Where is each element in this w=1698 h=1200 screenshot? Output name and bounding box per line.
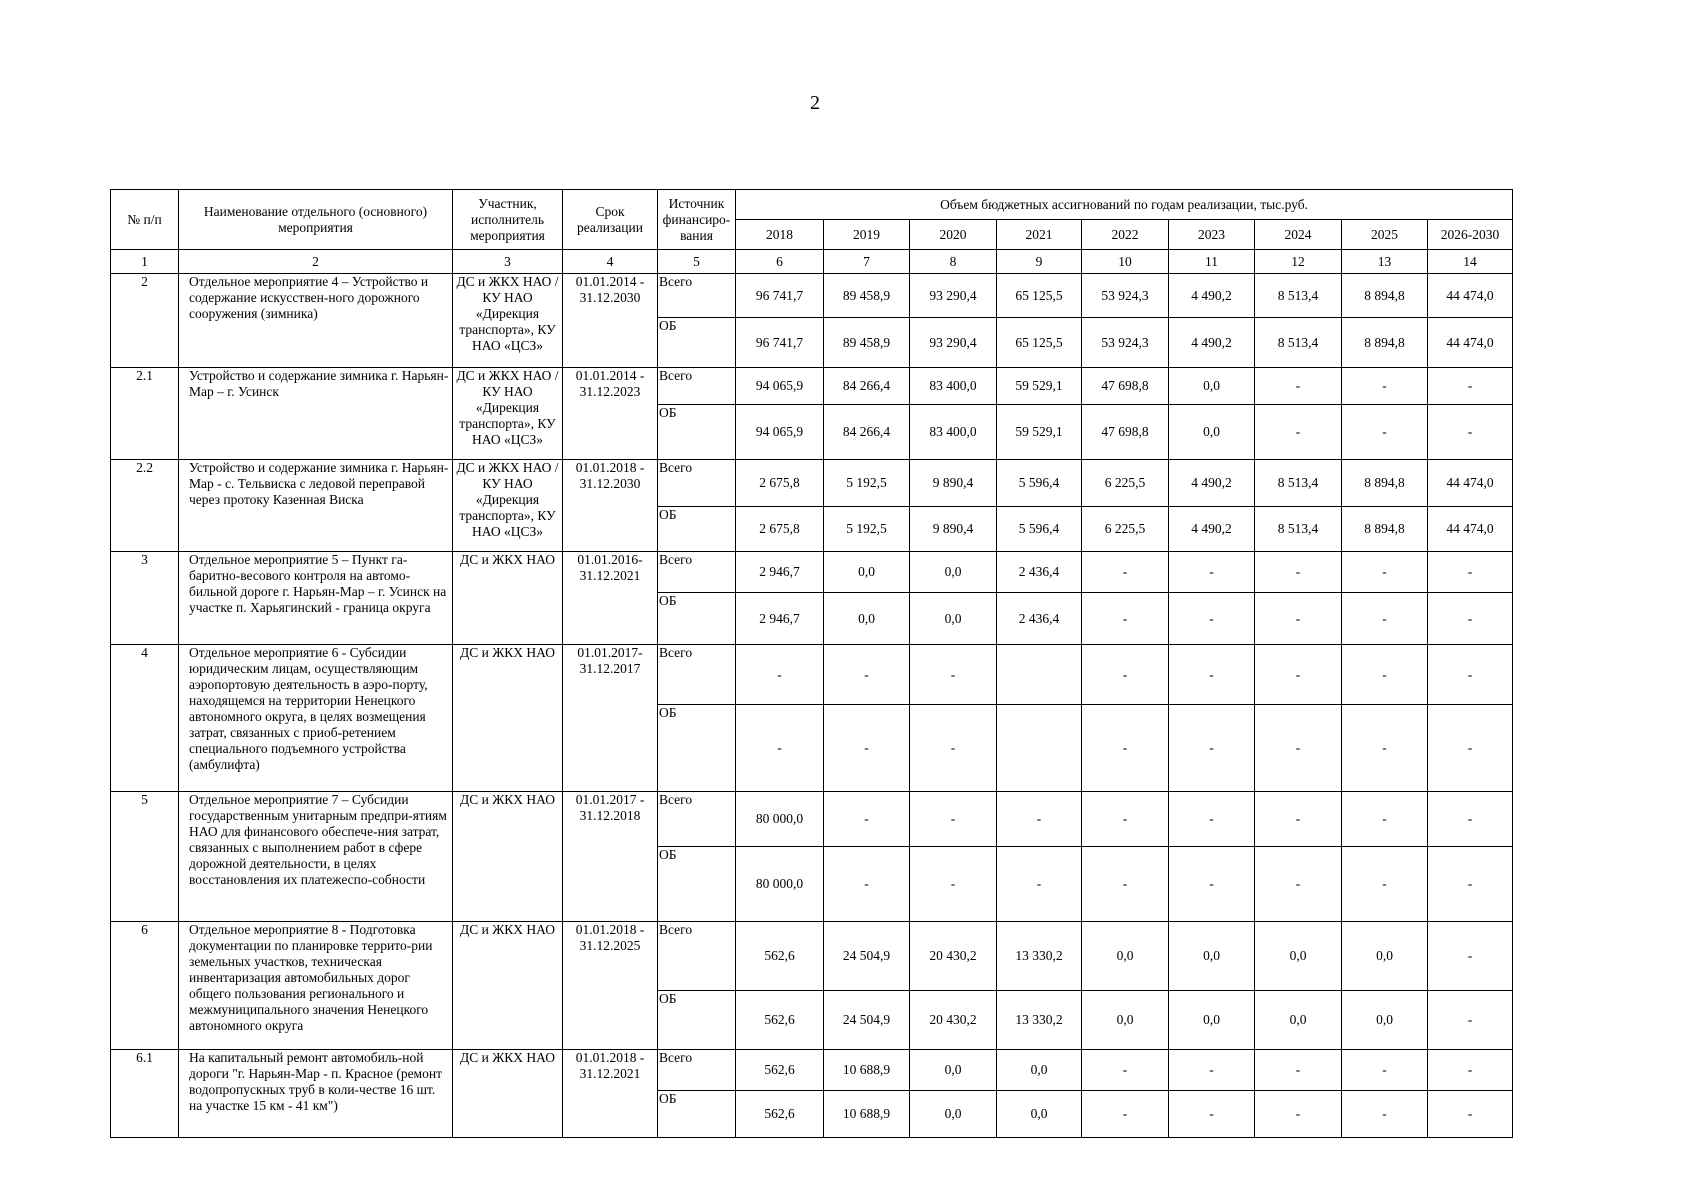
funding-source: Всего bbox=[658, 552, 736, 593]
table-row bbox=[111, 922, 1513, 991]
budget-value: - bbox=[1169, 1091, 1255, 1138]
budget-value: - bbox=[1342, 405, 1428, 460]
budget-value: - bbox=[1082, 1091, 1169, 1138]
budget-value: - bbox=[1342, 705, 1428, 792]
term: 01.01.2014 - 31.12.2023 bbox=[563, 368, 658, 460]
budget-value: 0,0 bbox=[1169, 368, 1255, 405]
column-number: 1 bbox=[111, 250, 179, 274]
budget-value: - bbox=[910, 792, 997, 847]
participant: ДС и ЖКХ НАО bbox=[453, 645, 563, 792]
budget-value: 84 266,4 bbox=[824, 368, 910, 405]
activity-name: Отдельное мероприятие 4 – Устройство и содержание искусствен-ного дорожного сооружения (зимника) bbox=[179, 274, 453, 368]
budget-value: 44 474,0 bbox=[1428, 460, 1513, 507]
budget-value: 6 225,5 bbox=[1082, 507, 1169, 552]
budget-value: - bbox=[1082, 552, 1169, 593]
funding-source: Всего bbox=[658, 274, 736, 318]
column-number: 10 bbox=[1082, 250, 1169, 274]
activity-name: Устройство и содержание зимника г. Нарьян-Мар - с. Тельвиска с ледовой переправой через протоку Казенная Виска bbox=[179, 460, 453, 552]
budget-value: 8 894,8 bbox=[1342, 318, 1428, 368]
budget-value: 4 490,2 bbox=[1169, 460, 1255, 507]
budget-value: - bbox=[1082, 593, 1169, 645]
funding-source: ОБ bbox=[658, 1091, 736, 1138]
budget-value: - bbox=[1082, 645, 1169, 705]
budget-value: 562,6 bbox=[736, 922, 824, 991]
header-budget: Объем бюджетных ассигнований по годам реализации, тыс.руб. bbox=[736, 190, 1513, 220]
column-number: 6 bbox=[736, 250, 824, 274]
term: 01.01.2018 - 31.12.2025 bbox=[563, 922, 658, 1050]
budget-value: - bbox=[1169, 1050, 1255, 1091]
column-number: 8 bbox=[910, 250, 997, 274]
budget-value: - bbox=[1342, 847, 1428, 922]
budget-value: - bbox=[1428, 645, 1513, 705]
budget-value: - bbox=[824, 645, 910, 705]
activity-name: Отдельное мероприятие 7 – Субсидии государственным унитарным предпри-ятиям НАО для финансового обеспече-ния затрат, связанных с выполнением работ в сфере дорожной деятельности, в целях восстановления их платежеспо-собности bbox=[179, 792, 453, 922]
budget-value: 0,0 bbox=[824, 593, 910, 645]
budget-value: 44 474,0 bbox=[1428, 318, 1513, 368]
budget-value: - bbox=[1255, 368, 1342, 405]
budget-value: - bbox=[1342, 1091, 1428, 1138]
activity-name: Отдельное мероприятие 5 – Пункт га-баритно-весового контроля на автомо-бильной дороге г. Нарьян-Мар – г. Усинск на участке п. Харьягинский - граница округа bbox=[179, 552, 453, 645]
budget-value: 8 513,4 bbox=[1255, 460, 1342, 507]
budget-value: - bbox=[1342, 645, 1428, 705]
budget-value: 24 504,9 bbox=[824, 991, 910, 1050]
budget-value: 93 290,4 bbox=[910, 274, 997, 318]
activity-name: На капитальный ремонт автомобиль-ной дороги "г. Нарьян-Мар - п. Красное (ремонт водопропускных труб в коли-честве 16 шт. на участке 15 км - 41 км") bbox=[179, 1050, 453, 1138]
participant: ДС и ЖКХ НАО bbox=[453, 1050, 563, 1138]
budget-value: 4 490,2 bbox=[1169, 318, 1255, 368]
budget-value: - bbox=[1428, 1050, 1513, 1091]
budget-value: 8 894,8 bbox=[1342, 507, 1428, 552]
column-number: 2 bbox=[179, 250, 453, 274]
funding-source: ОБ bbox=[658, 507, 736, 552]
table-row bbox=[111, 1050, 1513, 1091]
budget-value: 562,6 bbox=[736, 1091, 824, 1138]
header-year: 2018 bbox=[736, 220, 824, 250]
budget-value: - bbox=[1255, 1091, 1342, 1138]
budget-value: 2 675,8 bbox=[736, 460, 824, 507]
row-number: 2.2 bbox=[111, 460, 179, 552]
budget-value: - bbox=[1255, 705, 1342, 792]
row-number: 5 bbox=[111, 792, 179, 922]
funding-source: ОБ bbox=[658, 318, 736, 368]
budget-value: 96 741,7 bbox=[736, 318, 824, 368]
table-row bbox=[111, 792, 1513, 847]
budget-value: 89 458,9 bbox=[824, 318, 910, 368]
funding-source: Всего bbox=[658, 368, 736, 405]
budget-value: 0,0 bbox=[1169, 991, 1255, 1050]
header-term: Срок реализации bbox=[563, 190, 658, 250]
header-year: 2021 bbox=[997, 220, 1082, 250]
budget-value: - bbox=[1169, 645, 1255, 705]
budget-value: - bbox=[824, 847, 910, 922]
table-row bbox=[111, 274, 1513, 318]
budget-value: 80 000,0 bbox=[736, 792, 824, 847]
term: 01.01.2016- 31.12.2021 bbox=[563, 552, 658, 645]
column-number: 9 bbox=[997, 250, 1082, 274]
budget-value: 9 890,4 bbox=[910, 460, 997, 507]
budget-value: - bbox=[736, 705, 824, 792]
budget-value: - bbox=[1169, 705, 1255, 792]
column-number: 3 bbox=[453, 250, 563, 274]
budget-value: - bbox=[1342, 368, 1428, 405]
budget-value: 59 529,1 bbox=[997, 368, 1082, 405]
row-number: 2.1 bbox=[111, 368, 179, 460]
column-number: 13 bbox=[1342, 250, 1428, 274]
header-source: Источник финансиро-вания bbox=[658, 190, 736, 250]
budget-value: - bbox=[1082, 847, 1169, 922]
column-number: 4 bbox=[563, 250, 658, 274]
term: 01.01.2018 - 31.12.2030 bbox=[563, 460, 658, 552]
budget-value: 0,0 bbox=[910, 1050, 997, 1091]
row-number: 2 bbox=[111, 274, 179, 368]
budget-value: 0,0 bbox=[1169, 922, 1255, 991]
budget-value: - bbox=[1342, 593, 1428, 645]
budget-value: 8 894,8 bbox=[1342, 460, 1428, 507]
column-number: 14 bbox=[1428, 250, 1513, 274]
budget-value: 44 474,0 bbox=[1428, 274, 1513, 318]
budget-value: 0,0 bbox=[1082, 922, 1169, 991]
header-year: 2025 bbox=[1342, 220, 1428, 250]
header-year: 2019 bbox=[824, 220, 910, 250]
budget-value: 2 436,4 bbox=[997, 593, 1082, 645]
term: 01.01.2014 - 31.12.2030 bbox=[563, 274, 658, 368]
budget-value: - bbox=[1428, 368, 1513, 405]
budget-value: 10 688,9 bbox=[824, 1050, 910, 1091]
budget-value: 47 698,8 bbox=[1082, 368, 1169, 405]
funding-source: Всего bbox=[658, 792, 736, 847]
budget-value: 80 000,0 bbox=[736, 847, 824, 922]
budget-value: - bbox=[1082, 792, 1169, 847]
budget-value: 0,0 bbox=[1342, 991, 1428, 1050]
budget-value: - bbox=[1255, 1050, 1342, 1091]
budget-value: 9 890,4 bbox=[910, 507, 997, 552]
header-year: 2026-2030 bbox=[1428, 220, 1513, 250]
budget-value: - bbox=[1255, 792, 1342, 847]
budget-value: 8 894,8 bbox=[1342, 274, 1428, 318]
budget-value: - bbox=[1342, 552, 1428, 593]
budget-value: - bbox=[1169, 552, 1255, 593]
funding-source: Всего bbox=[658, 922, 736, 991]
budget-value: 84 266,4 bbox=[824, 405, 910, 460]
budget-value: - bbox=[1428, 705, 1513, 792]
budget-value: 562,6 bbox=[736, 1050, 824, 1091]
budget-value: - bbox=[1342, 792, 1428, 847]
row-number: 3 bbox=[111, 552, 179, 645]
budget-value: 8 513,4 bbox=[1255, 507, 1342, 552]
header-year: 2023 bbox=[1169, 220, 1255, 250]
budget-value: 24 504,9 bbox=[824, 922, 910, 991]
budget-value: 0,0 bbox=[997, 1050, 1082, 1091]
budget-value: 2 436,4 bbox=[997, 552, 1082, 593]
participant: ДС и ЖКХ НАО bbox=[453, 792, 563, 922]
budget-value: 4 490,2 bbox=[1169, 507, 1255, 552]
budget-value: 0,0 bbox=[910, 552, 997, 593]
budget-value: 10 688,9 bbox=[824, 1091, 910, 1138]
funding-source: Всего bbox=[658, 460, 736, 507]
budget-value: - bbox=[1169, 593, 1255, 645]
term: 01.01.2017 - 31.12.2018 bbox=[563, 792, 658, 922]
budget-value: 20 430,2 bbox=[910, 991, 997, 1050]
budget-value: - bbox=[736, 645, 824, 705]
row-number: 4 bbox=[111, 645, 179, 792]
budget-value: 4 490,2 bbox=[1169, 274, 1255, 318]
budget-value: 65 125,5 bbox=[997, 274, 1082, 318]
budget-value: 2 946,7 bbox=[736, 552, 824, 593]
budget-value: 0,0 bbox=[910, 1091, 997, 1138]
budget-value: 8 513,4 bbox=[1255, 274, 1342, 318]
activity-name: Отдельное мероприятие 8 - Подготовка документации по планировке террито-рии земельных участков, техническая инвентаризация автомобильных дорог общего пользования регионального и межмуниципального значения Ненецкого автономного округа bbox=[179, 922, 453, 1050]
budget-value: 5 596,4 bbox=[997, 460, 1082, 507]
column-number: 12 bbox=[1255, 250, 1342, 274]
budget-value: - bbox=[1255, 847, 1342, 922]
budget-value bbox=[997, 645, 1082, 705]
page-number: 2 bbox=[810, 92, 820, 114]
participant: ДС и ЖКХ НАО bbox=[453, 922, 563, 1050]
header-year: 2020 bbox=[910, 220, 997, 250]
budget-value: 5 596,4 bbox=[997, 507, 1082, 552]
budget-value: - bbox=[1255, 645, 1342, 705]
budget-value: - bbox=[1428, 552, 1513, 593]
budget-table bbox=[110, 189, 1513, 1138]
funding-source: Всего bbox=[658, 645, 736, 705]
budget-value: 2 946,7 bbox=[736, 593, 824, 645]
budget-value: 44 474,0 bbox=[1428, 507, 1513, 552]
budget-value: - bbox=[1255, 552, 1342, 593]
budget-value: - bbox=[1082, 705, 1169, 792]
funding-source: ОБ bbox=[658, 405, 736, 460]
budget-value bbox=[997, 705, 1082, 792]
budget-value: 0,0 bbox=[1082, 991, 1169, 1050]
budget-value: 59 529,1 bbox=[997, 405, 1082, 460]
budget-value: 13 330,2 bbox=[997, 991, 1082, 1050]
budget-value: 93 290,4 bbox=[910, 318, 997, 368]
term: 01.01.2017- 31.12.2017 bbox=[563, 645, 658, 792]
budget-value: 53 924,3 bbox=[1082, 274, 1169, 318]
budget-value: - bbox=[1428, 847, 1513, 922]
column-number: 7 bbox=[824, 250, 910, 274]
budget-value: - bbox=[997, 792, 1082, 847]
funding-source: ОБ bbox=[658, 593, 736, 645]
budget-value: - bbox=[1428, 1091, 1513, 1138]
budget-value: 13 330,2 bbox=[997, 922, 1082, 991]
table-row bbox=[111, 645, 1513, 705]
budget-value: - bbox=[1255, 405, 1342, 460]
participant: ДС и ЖКХ НАО / КУ НАО «Дирекция транспорта», КУ НАО «ЦСЗ» bbox=[453, 274, 563, 368]
budget-value: 0,0 bbox=[824, 552, 910, 593]
budget-value: 0,0 bbox=[997, 1091, 1082, 1138]
funding-source: ОБ bbox=[658, 847, 736, 922]
budget-value: - bbox=[1255, 593, 1342, 645]
funding-source: ОБ bbox=[658, 991, 736, 1050]
budget-value: 562,6 bbox=[736, 991, 824, 1050]
budget-value: 0,0 bbox=[910, 593, 997, 645]
header-year: 2024 bbox=[1255, 220, 1342, 250]
budget-value: - bbox=[1342, 1050, 1428, 1091]
participant: ДС и ЖКХ НАО / КУ НАО «Дирекция транспорта», КУ НАО «ЦСЗ» bbox=[453, 460, 563, 552]
activity-name: Отдельное мероприятие 6 - Субсидии юридическим лицам, осуществляющим аэропортовую деятельность в аэро-порту, находящемся на территории Ненецкого автономного округа, в целях возмещения затрат, связанных с приоб-ретением специального подъемного устройства (амбулифта) bbox=[179, 645, 453, 792]
budget-value: 2 675,8 bbox=[736, 507, 824, 552]
table-row bbox=[111, 552, 1513, 593]
budget-value: - bbox=[1428, 405, 1513, 460]
header-year: 2022 bbox=[1082, 220, 1169, 250]
funding-source: Всего bbox=[658, 1050, 736, 1091]
budget-value: - bbox=[824, 705, 910, 792]
budget-value: 20 430,2 bbox=[910, 922, 997, 991]
budget-value: 96 741,7 bbox=[736, 274, 824, 318]
budget-value: 5 192,5 bbox=[824, 460, 910, 507]
budget-value: 0,0 bbox=[1255, 991, 1342, 1050]
header-name: Наименование отдельного (основного) мероприятия bbox=[179, 190, 453, 250]
budget-value: - bbox=[1082, 1050, 1169, 1091]
budget-value: 6 225,5 bbox=[1082, 460, 1169, 507]
budget-value: - bbox=[1428, 792, 1513, 847]
budget-value: - bbox=[910, 847, 997, 922]
budget-value: 94 065,9 bbox=[736, 368, 824, 405]
budget-value: 65 125,5 bbox=[997, 318, 1082, 368]
budget-value: - bbox=[997, 847, 1082, 922]
row-number: 6.1 bbox=[111, 1050, 179, 1138]
budget-value: 94 065,9 bbox=[736, 405, 824, 460]
budget-value: 83 400,0 bbox=[910, 368, 997, 405]
table-row bbox=[111, 368, 1513, 405]
budget-value: 53 924,3 bbox=[1082, 318, 1169, 368]
column-number: 5 bbox=[658, 250, 736, 274]
budget-value: - bbox=[1428, 991, 1513, 1050]
participant: ДС и ЖКХ НАО bbox=[453, 552, 563, 645]
budget-value: - bbox=[1428, 922, 1513, 991]
budget-value: 5 192,5 bbox=[824, 507, 910, 552]
column-number: 11 bbox=[1169, 250, 1255, 274]
funding-source: ОБ bbox=[658, 705, 736, 792]
term: 01.01.2018 - 31.12.2021 bbox=[563, 1050, 658, 1138]
participant: ДС и ЖКХ НАО / КУ НАО «Дирекция транспорта», КУ НАО «ЦСЗ» bbox=[453, 368, 563, 460]
budget-value: - bbox=[824, 792, 910, 847]
row-number: 6 bbox=[111, 922, 179, 1050]
budget-value: - bbox=[1169, 847, 1255, 922]
budget-value: 89 458,9 bbox=[824, 274, 910, 318]
budget-value: - bbox=[910, 705, 997, 792]
header-num: № п/п bbox=[111, 190, 179, 250]
activity-name: Устройство и содержание зимника г. Нарьян-Мар – г. Усинск bbox=[179, 368, 453, 460]
budget-value: - bbox=[1428, 593, 1513, 645]
table-row bbox=[111, 460, 1513, 507]
budget-value: - bbox=[910, 645, 997, 705]
budget-value: 83 400,0 bbox=[910, 405, 997, 460]
header-participant: Участник, исполнитель мероприятия bbox=[453, 190, 563, 250]
budget-value: 0,0 bbox=[1169, 405, 1255, 460]
budget-value: 0,0 bbox=[1255, 922, 1342, 991]
budget-value: 0,0 bbox=[1342, 922, 1428, 991]
budget-value: - bbox=[1169, 792, 1255, 847]
budget-value: 8 513,4 bbox=[1255, 318, 1342, 368]
budget-value: 47 698,8 bbox=[1082, 405, 1169, 460]
